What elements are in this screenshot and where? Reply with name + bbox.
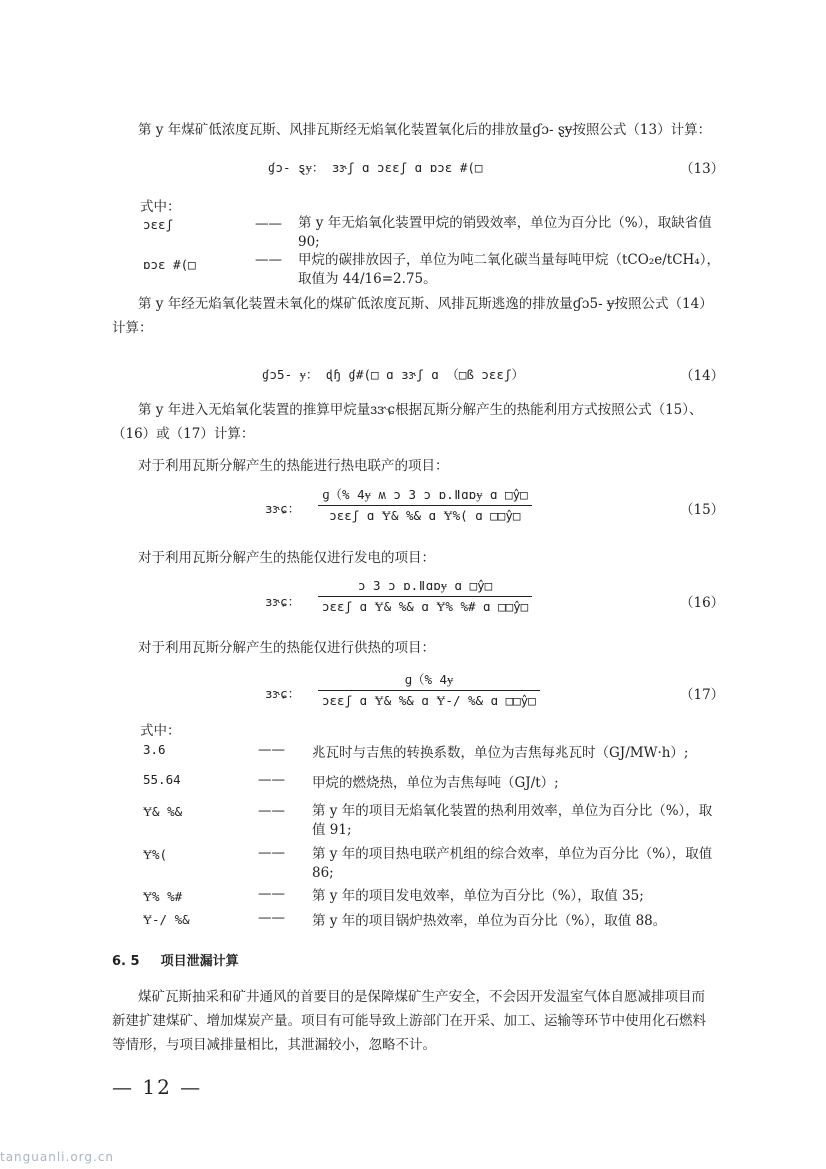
definition-text: 第 y 年无焰氧化装置甲烷的销毁效率，单位为百分比（%），取缺省值 90; bbox=[298, 215, 712, 250]
equation-14-number: （14） bbox=[680, 368, 725, 384]
dash: —— bbox=[258, 886, 285, 902]
where-label: 式中： bbox=[140, 199, 181, 215]
symbol: ɔɛɛʃ bbox=[143, 217, 174, 232]
section-title: 项目泄漏计算 bbox=[160, 954, 239, 969]
section-number: 6. 5 bbox=[112, 954, 140, 969]
equation-16-lhs: ɜɝɕ： bbox=[265, 594, 301, 609]
symbol: Ɏ-/ %& bbox=[143, 912, 190, 927]
definition-text: 甲烷的燃烧热，单位为吉焦每吨（GJ/t）; bbox=[312, 775, 559, 791]
denominator: ɔɛɛʃ ɑ Ɏ& %& ɑ Ɏ%( ɑ □□ŷ□ bbox=[329, 508, 521, 523]
definition-text: 第 y 年的项目无焰氧化装置的热利用效率，单位为百分比（%），取值 91; bbox=[312, 803, 713, 838]
equation-15-lhs: ɜɝɕ： bbox=[265, 501, 301, 516]
symbol: ɒɔɛ #(□ bbox=[143, 257, 196, 272]
equation-13: ɠɔ- ȿɏ： ɜɝʃ ɑ ɔɛɛʃ ɑ ɒɔɛ #(□ bbox=[268, 160, 483, 175]
dash: —— bbox=[255, 216, 282, 232]
equation-16-number: （16） bbox=[680, 595, 725, 611]
equation-17-lhs: ɜɝɕ： bbox=[265, 686, 301, 701]
equation-17-number: （17） bbox=[680, 687, 725, 703]
section-heading bbox=[112, 950, 239, 969]
denominator: ɔɛɛʃ ɑ Ɏ& %& ɑ Ɏ% %# ɑ □□ŷ□ bbox=[322, 599, 529, 614]
symbol: Ɏ& %& bbox=[143, 804, 183, 819]
denominator: ɔɛɛʃ ɑ Ɏ& %& ɑ Ɏ-/ %& ɑ □□ŷ□ bbox=[322, 693, 536, 708]
numerator: ɡ（% 4ɏ bbox=[404, 672, 454, 687]
case-power-text: 对于利用瓦斯分解产生的热能仅进行发电的项目： bbox=[138, 550, 435, 566]
intro-paragraph: 第 y 年煤矿低浓度瓦斯、风排瓦斯经无焰氧化装置氧化后的排放量ɠɔ- ȿɏ按照公式（13）计算： bbox=[138, 122, 712, 138]
symbol: 55.64 bbox=[143, 772, 181, 787]
dash: —— bbox=[258, 803, 285, 819]
definition-text: 甲烷的碳排放因子，单位为吨二氧化碳当量每吨甲烷（tCO₂e/tCH₄），取值为 44/16=2.75。 bbox=[298, 252, 720, 287]
equation-15-fraction bbox=[318, 485, 532, 524]
page-number: — 12 — bbox=[112, 1075, 203, 1099]
estimate-paragraph: 第 y 年进入无焰氧化装置的推算甲烷量ɜɝɕ根据瓦斯分解产生的热能利用方式按照公式（15）、（16）或（17）计算： bbox=[112, 402, 703, 442]
symbol: Ɏ%( bbox=[143, 847, 168, 862]
watermark-text: tanguanli.org.cn bbox=[0, 1150, 115, 1164]
dash: —— bbox=[258, 910, 285, 926]
equation-14: ɠɔ5- ɏ： ɖɧ ɠ#(□ ɑ ɜɝʃ ɑ （□ß ɔɛɛʃ） bbox=[262, 367, 524, 382]
equation-13-number: （13） bbox=[680, 161, 725, 177]
definition-text: 第 y 年的项目热电联产机组的综合效率，单位为百分比（%），取值 86; bbox=[312, 846, 713, 881]
dash: —— bbox=[255, 252, 282, 268]
section-paragraph: 煤矿瓦斯抽采和矿井通风的首要目的是保障煤矿生产安全，不会因开发温室气体自愿减排项目而新建扩建煤矿、增加煤炭产量。项目有可能导致上游部门在开采、加工、运输等环节中使用化石燃料等情形，与项目减排量相比，其泄漏较小，忽略不计。 bbox=[112, 989, 706, 1053]
symbol: Ɏ% %# bbox=[143, 889, 183, 904]
equation-16-fraction bbox=[318, 578, 532, 615]
equation-17-fraction bbox=[318, 670, 540, 709]
dash: —— bbox=[258, 772, 285, 788]
case-chp-text: 对于利用瓦斯分解产生的热能进行热电联产的项目： bbox=[138, 458, 449, 474]
dash: —— bbox=[258, 742, 285, 758]
definition-text: 兆瓦时与吉焦的转换系数，单位为吉焦每兆瓦时（GJ/MW·h）; bbox=[312, 745, 689, 761]
dash: —— bbox=[258, 845, 285, 861]
numerator: ɡ（% 4ɏ ʍ ɔ 3 ɔ ɒ.ǁɑɒɏ ɑ □ŷ□ bbox=[322, 487, 528, 502]
case-heat-text: 对于利用瓦斯分解产生的热能仅进行供热的项目： bbox=[138, 640, 435, 656]
symbol: 3.6 bbox=[143, 742, 166, 757]
definition-text: 第 y 年的项目锅炉热效率，单位为百分比（%），取值 88。 bbox=[312, 913, 667, 929]
where-label: 式中： bbox=[140, 723, 181, 739]
definition-text: 第 y 年的项目发电效率，单位为百分比（%），取值 35; bbox=[312, 888, 644, 904]
escape-paragraph: 第 y 年经无焰氧化装置未氧化的煤矿低浓度瓦斯、风排瓦斯逃逸的排放量ɠɔ5- ɏ按照公式（14）计算： bbox=[112, 296, 706, 336]
equation-15-number: （15） bbox=[680, 502, 725, 518]
numerator: ɔ 3 ɔ ɒ.ǁɑɒɏ ɑ □ŷ□ bbox=[358, 578, 493, 593]
